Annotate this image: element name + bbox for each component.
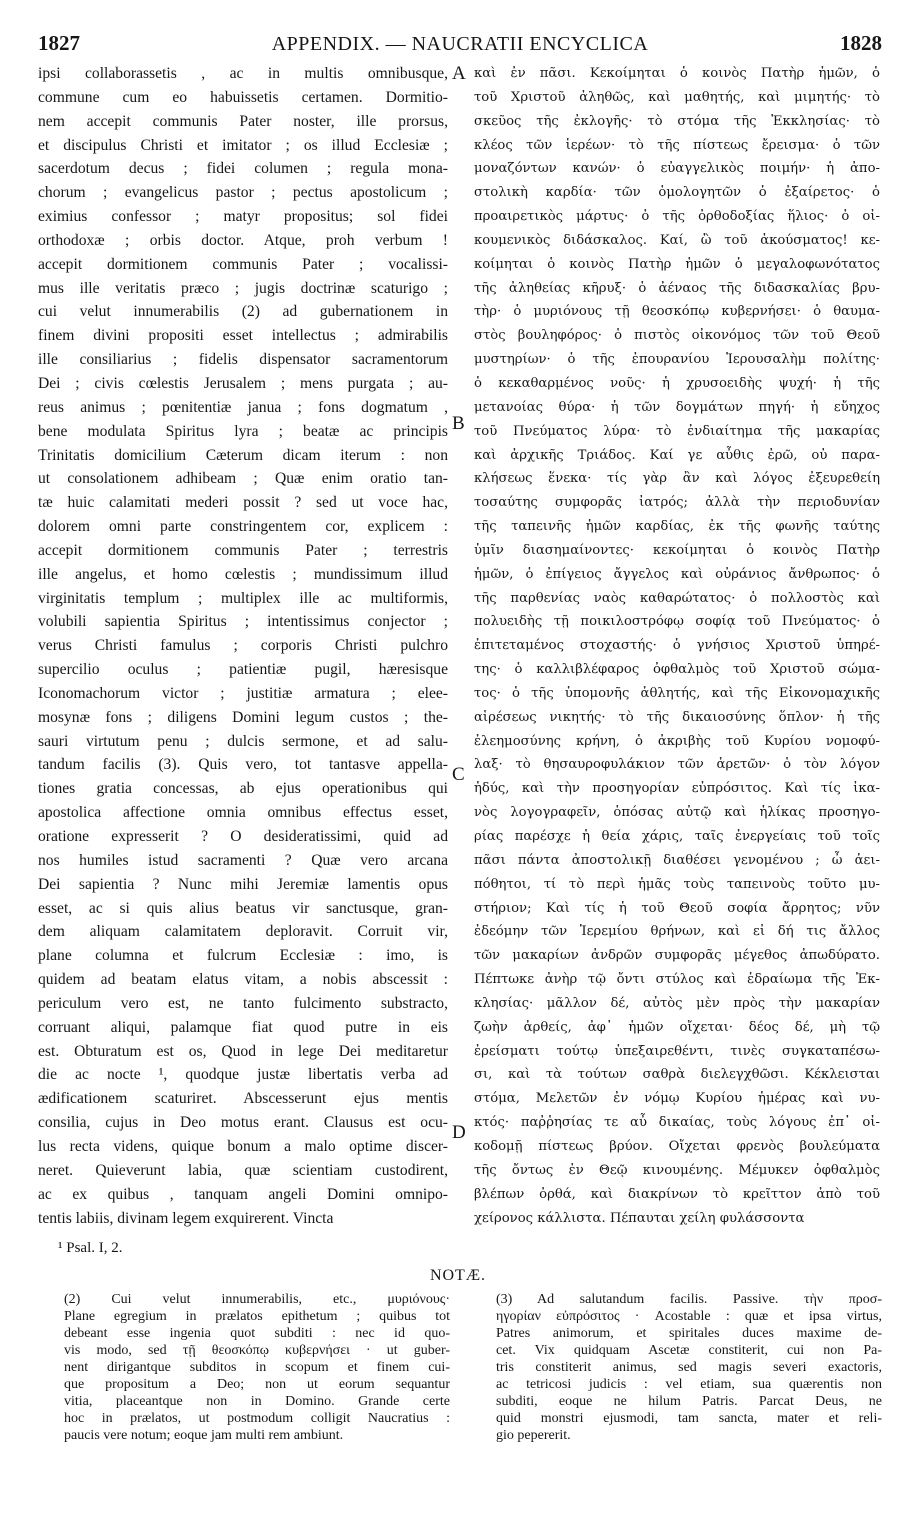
greek-text-line: στήριον; Καὶ τίς ἡ τοῦ Θεοῦ σοφία ἄρρητος; νῦν [474, 900, 880, 916]
note-text-line: Patres animorum, et spiritales duces maxime de- [496, 1326, 882, 1341]
latin-column [38, 62, 448, 1230]
note-text-line: subditi, eoque ne hilum Patris. Parcat Deus, ne [496, 1394, 882, 1409]
latin-text-line: virginitatis templum ; multiplex ille ac multiformis, [38, 589, 448, 607]
latin-text-line: apostolica affectione omnia omnibus effectus esset, [38, 804, 448, 822]
greek-text-line: πόθητοι, τί τὸ περὶ ἡμᾶς τοὺς ταπεινοὺς τοῦτο μυ- [474, 876, 880, 892]
latin-text-line: esset, ac si quis alius beatus vir sanctusque, gran- [38, 899, 448, 917]
section-marker-d: D [452, 1122, 466, 1143]
greek-text-line: καὶ ἐν πᾶσι. Κεκοίμηται ὁ κοινὸς Πατὴρ ἡμῶν, ὁ [474, 66, 880, 81]
greek-text-line: ρίας παρέσχε ἡ θεία χάρις, ταῖς ἐνεργείαις τοῦ τοῖς [474, 829, 880, 844]
greek-text-line: βλέπων ὀρθά, καὶ διακρίνων τὸ κρεῖττον ἀπὸ τοῦ [474, 1186, 880, 1202]
latin-text-line: est. Obturatum est os, Quod in lege Dei meditaretur [38, 1042, 448, 1060]
note-text-line: gio pepererit. [496, 1428, 571, 1443]
note-text-line: que propositum a Deo; non ut eorum sequantur [64, 1377, 450, 1392]
latin-text-line: ipsi collaborassetis , ac in multis omnibusque, [38, 65, 448, 82]
latin-text-line: dolorem omni parte constringentem cor, explicem : [38, 518, 448, 536]
latin-text-line: chorum ; evangelicus pastor ; pectus apostolicum ; [38, 184, 448, 202]
latin-text-line: ut consolationem adhibeam ; Quæ enim oratio tan- [38, 470, 448, 488]
greek-text-line: στόμα, Μελετῶν ἐν νόμῳ Κυρίου ἡμέρας καὶ νυ- [474, 1091, 880, 1107]
latin-text-line: et discipulus Christi et imitator ; os illud Ecclesiæ ; [38, 136, 448, 154]
greek-text-line: ἐρείσματι τούτῳ ὑπεξαιρεθέντι, τινὲς συγκαταπέσω- [474, 1043, 880, 1059]
greek-column [474, 62, 880, 1230]
latin-text-line: tiones gratia concessas, ab ejus operationibus qui [38, 780, 448, 798]
latin-text-line: die ac nocte ¹, quodque justæ libertatis verba ad [38, 1066, 448, 1084]
section-marker-c: C [452, 764, 465, 785]
latin-text-line: finem divini propositi esset intellectus ; admirabilis [38, 327, 448, 345]
latin-text-line: nos humiles istud sacramenti ? Quæ vero arcana [38, 851, 448, 869]
greek-text-line: μοναζόντων κανών· ὁ εὐαγγελικὸς ποιμήν· ἡ ἀπο- [474, 161, 880, 177]
latin-text-line: Dei sapientia ? Nunc mihi Jeremiæ lamentis opus [38, 875, 448, 893]
greek-text-line: πολυειδὴς τῇ ποικιλοστρόφῳ σοφίᾳ τοῦ Πνεύματος· ὁ [474, 614, 880, 630]
greek-text-line: σκεῦος τῆς ἐκλογῆς· τὸ στόμα τῆς Ἐκκλησίας· τὸ [474, 113, 880, 129]
greek-text-line: ἐδεόμην τῶν Ἱερεμίου θρήνων, καὶ εἰ δή τις ἄλλος [474, 924, 880, 940]
greek-text-line: κοίμηται ὁ κοινὸς Πατὴρ ἡμῶν ὁ μεγαλοφωνότατος [474, 256, 880, 272]
latin-text-line: dem aliquam calamitatem deploravit. Corruit vir, [38, 923, 448, 941]
greek-text-line: τῆς παρθενίας ναὸς καθαρώτατος· ὁ πολλοστὸς καὶ [474, 590, 880, 606]
latin-text-line: periculum vero est, ne tanto fulcimento substracto, [38, 994, 448, 1012]
latin-text-line: sauri virtutum penu ; dulcis sermone, et ad salu- [38, 732, 448, 750]
latin-text-line: commune cum eo habuissetis certamen. Dormitio- [38, 88, 448, 106]
latin-text-line: eximius confessor ; matyr propositus; sol fidei [38, 208, 448, 226]
note-text-line: (3) Ad salutandum facilis. Passive. τὴν προσ- [496, 1292, 882, 1307]
latin-text-line: Iconomachorum victor ; justitiæ armatura ; elee- [38, 684, 448, 702]
greek-text-line: τὴρ· ὁ μυριόνους τῇ θεοσκόπῳ κυβερνήσει· ὁ θαυμα- [474, 304, 880, 320]
greek-text-line: αἱρέσεως νικητής· τὸ τῆς δικαιοσύνης ὅπλον· ἡ τῆς [474, 709, 880, 725]
greek-text-line: λαξ· τὸ θησαυροφυλάκιον τῶν ἀρετῶν· ὁ τὸν λόγον [474, 757, 880, 773]
greek-text-line: καὶ ἀρχικῆς Τριάδος. Καί γε αὖθις ἐρῶ, οὐ παρα- [474, 447, 880, 463]
greek-text-line: κλησίας· μᾶλλον δέ, αὐτὸς μὲν πρὸς τὴν μακαρίαν [474, 995, 880, 1011]
greek-text-line: προαιρετικὸς μάρτυς· ὁ τῆς ὀρθοδοξίας ἥλιος· ὁ οἰ- [474, 209, 880, 225]
greek-text-line: κουμενικὸς διδάσκαλος. Καί, ὢ τοῦ ἀκούσματος! κε- [474, 232, 880, 248]
greek-text-line: τῆς ταπεινῆς ἡμῶν καρδίας, ἐκ τῆς φωνῆς ταύτης [474, 519, 880, 535]
section-marker-a: A [452, 63, 466, 84]
greek-text-line: μυστηρίων· ὁ τῆς ἐπουρανίου Ἱερουσαλὴμ πολίτης· [474, 352, 880, 368]
latin-text-line: accepit dormitionem communis Pater ; vocalissi- [38, 255, 448, 273]
greek-text-line: ζωὴν ἀρθείς, ἀφ᾽ ἡμῶν οἴχεται· δέος δέ, μὴ τῷ [474, 1019, 880, 1035]
greek-text-line: Πέπτωκε ἀνὴρ τῷ ὄντι στύλος καὶ ἑδραίωμα τῆς Ἐκ- [474, 972, 880, 988]
latin-text-line: mosynæ fons ; diligens Domini legum custos ; the- [38, 708, 448, 726]
note-text-line: Plane egregium in prælatos epithetum ; quibus tot [64, 1309, 450, 1324]
greek-text-line: ἡδύς, καὶ τὴν προσηγορίαν εὐπρόσιτος. Καὶ τίς ἱκα- [474, 781, 880, 797]
greek-text-line: της· ὁ καλλιβλέφαρος ὀφθαλμὸς τοῦ Χριστοῦ σώμα- [474, 662, 880, 678]
note-text-line: nent dirigantque subditos in scopum et finem cui- [64, 1360, 450, 1375]
latin-text-line: sacerdotum decus ; fidei columen ; regula mona- [38, 160, 448, 178]
note-3 [496, 1291, 882, 1444]
latin-text-line: corruant aliqui, palamque fiat quod putre in eis [38, 1018, 448, 1036]
latin-text-line: Dei ; civis cœlestis Jerusalem ; mens purgata ; au- [38, 374, 448, 392]
page-number-left: 1827 [38, 31, 80, 55]
greek-text-line: χείρονος κάλλιστα. Πέπαυται χείλη φυλάσσοντα [474, 1210, 805, 1226]
greek-text-line: ἐπιτεταμένος στοχαστής· ὁ γνήσιος Χριστοῦ ὑπηρέ- [474, 638, 880, 654]
note-text-line: vitia, placeantque non in Domino. Grande certe [64, 1394, 450, 1409]
section-marker-b: B [452, 413, 465, 434]
latin-text-line: cui velut innumerabilis (2) ad gubernationem in [38, 303, 448, 321]
note-2 [64, 1291, 450, 1444]
greek-text-line: ὁ κεκαθαρμένος νοῦς· ἡ χρυσοειδὴς ψυχή· ἡ τῆς [474, 375, 880, 391]
latin-text-line: verus Christi famulus ; corporis Christi pulchro [38, 637, 448, 655]
latin-text-line: ædificationem scaturiret. Abscesserunt ejus mentis [38, 1090, 448, 1108]
greek-text-line: τοσαύτης συμφορᾶς ἰατρός; ἀλλὰ τὴν περιοδυνίαν [474, 495, 880, 511]
greek-text-line: πᾶσι πάντα ἀποστολικῇ διαθέσει γενομένου ; ὦ ἀει- [474, 852, 880, 868]
greek-text-line: ἡμῶν, ὁ ἐπίγειος ἄγγελος καὶ οὐράνιος ἄνθρωπος· ὁ [474, 566, 880, 582]
greek-text-line: σι, καὶ τὰ τούτων σαθρὰ διελεγχθῶσι. Κέκλεισται [474, 1067, 880, 1083]
latin-text-line: ille angelus, et homo cœlestis ; mundissimum illud [38, 565, 448, 583]
latin-text-line: supercilio oculus ; patientiæ pugil, hæresisque [38, 661, 448, 679]
note-text-line: quid monstri ejusmodi, tam sancta, mater et reli- [496, 1411, 882, 1426]
greek-text-line: ὑμῖν διασημαίνοντες· κεκοίμηται ὁ κοινὸς Πατὴρ [474, 542, 880, 558]
latin-text-line: neret. Quieverunt labia, quæ scientiam custodirent, [38, 1161, 448, 1179]
note-text-line: cet. Vix quidquam Ascetæ constiterit, cui non Pa- [496, 1343, 882, 1358]
latin-text-line: tandum facilis (3). Quis vero, tot tantasve appella- [38, 756, 448, 774]
latin-text-line: Trinitatis domicilium Cæterum dicam iterum : non [38, 446, 448, 464]
latin-text-line: volubili sapientia Spiritus ; intentissimus conjector ; [38, 613, 448, 631]
latin-text-line: mus ille veritatis præco ; jugis doctrinæ scaturigo ; [38, 279, 448, 297]
running-head: APPENDIX. — NAUCRATII ENCYCLICA [271, 33, 649, 55]
greek-text-line: ἐλεημοσύνης κρήνη, ὁ ἀκριβὴς τοῦ Κυρίου νομοφύ- [474, 733, 880, 749]
latin-text-line: reus animus ; pœnitentiæ janua ; fons dogmatum , [38, 398, 448, 416]
note-text-line: ac tetricosi judicis : vel etiam, sua quærentis non [496, 1377, 882, 1392]
greek-text-line: τῆς ὄντως ἐν Θεῷ κινουμένης. Μέμυκεν ὀφθαλμὸς [474, 1162, 880, 1178]
latin-text-line: consilia, cujus in Deo motus erant. Clausus est ocu- [38, 1114, 448, 1132]
greek-text-line: μετανοίας θύρα· ἡ τῶν δογμάτων πηγή· ἡ εὔηχος [474, 399, 880, 415]
page-header [38, 31, 882, 59]
latin-text-line: oratione expresserit ? O desideratissimi, quid ad [38, 828, 448, 845]
footnote: ¹ Psal. I, 2. [58, 1240, 123, 1256]
greek-text-line: τοῦ Πνεύματος λύρα· τὸ ἐνδιαίτημα τῆς μακαρίας [474, 423, 880, 439]
greek-text-line: στολικὴ καρδία· τῶν ὁμολογητῶν ὁ ἐξαίρετος· ὁ [474, 185, 880, 201]
note-text-line: paucis vere notum; eoque jam multi rem ambiunt. [64, 1428, 344, 1443]
latin-text-line: ille consiliarius ; fidelis dispensator sacramentorum [38, 351, 448, 369]
greek-text-line: τοῦ Χριστοῦ ἀληθῶς, καὶ μαθητής, καὶ μιμητής· τὸ [474, 89, 880, 105]
greek-text-line: κλέος τῶν ἱερέων· τὸ τῆς πίστεως ἔρεισμα· ὁ τῶν [474, 137, 880, 153]
page-number-right: 1828 [840, 31, 882, 55]
latin-text-line: ac ex quibus , tanquam angeli Domini omnipo- [38, 1185, 448, 1203]
note-text-line: vis modo, sed τῇ θεοσκόπῳ κυβερνήσει · ut guber- [64, 1343, 450, 1358]
greek-text-line: τῶν μακαρίων ἀνδρῶν συμφορᾶς μέγεθος ἀπωδύρατο. [474, 948, 880, 964]
latin-text-line: quidem ad beatam elatus vitam, a nobis abscessit : [38, 971, 448, 989]
greek-text-line: τῆς ἀληθείας κῆρυξ· ὁ ἀέναος τῆς διδασκαλίας βρυ- [474, 280, 880, 296]
latin-text-line: lus recta videns, quique bonum a malo optime discer- [38, 1137, 448, 1155]
note-text-line: tris constiterit animus, sed magis severi exactoris, [496, 1360, 882, 1375]
greek-text-line: στὸς βουληφόρος· ὁ πιστὸς οἰκονόμος τῶν τοῦ Θεοῦ [474, 328, 880, 344]
note-text-line: hoc in prælatos, ut postmodum colligit Naucratius : [64, 1411, 450, 1426]
greek-text-line: νὸς λογογραφεῖν, ὁπόσας αὐτῷ καὶ ἡλίκας προσηγο- [474, 805, 880, 821]
latin-text-line: orthodoxæ ; orbis doctor. Atque, proh verbum ! [38, 231, 448, 249]
latin-text-line: bene modulata Spiritus lyra ; beatæ ac principis [38, 422, 448, 440]
greek-text-line: τος· ὁ τῆς ὑπομονῆς ἀθλητής, καὶ τῆς Εἰκονομαχικῆς [474, 685, 880, 701]
latin-text-line: tentis labiis, divinam legem exquirerent. Vincta [38, 1209, 334, 1227]
note-text-line: (2) Cui velut innumerabilis, etc., μυριόνους· [64, 1292, 450, 1307]
greek-text-line: κοδομῇ πίστεως βρύον. Οἴχεται φρενὸς βουλεύματα [474, 1138, 880, 1154]
greek-text-line: κλήσεως ἕνεκα· τίς γὰρ ἂν καὶ λόγος ἐξευρεθείη [474, 471, 880, 487]
latin-text-line: plane columna et fulcrum Ecclesiæ : imo, is [38, 947, 448, 965]
latin-text-line: tæ huic calamitati mederi possit ? sed ut voce hac, [38, 494, 448, 512]
greek-text-line: κτός· παῤῥησίας τε αὖ δικαίας, τοὺς λόγους ἐπ᾽ οἰ- [474, 1115, 880, 1131]
note-text-line: debeant esse ingenia quot subditi : nec id quo- [64, 1326, 450, 1341]
notes-title: NOTÆ. [429, 1267, 487, 1284]
latin-text-line: nem accepit communis Pater noster, ille prorsus, [38, 112, 448, 130]
note-text-line: ηγορίαν εὐπρόσιτος · Acostable : quæ et ipsa virtus, [496, 1309, 882, 1324]
latin-text-line: accepit dormitionem communis Pater ; terrestris [38, 541, 448, 559]
